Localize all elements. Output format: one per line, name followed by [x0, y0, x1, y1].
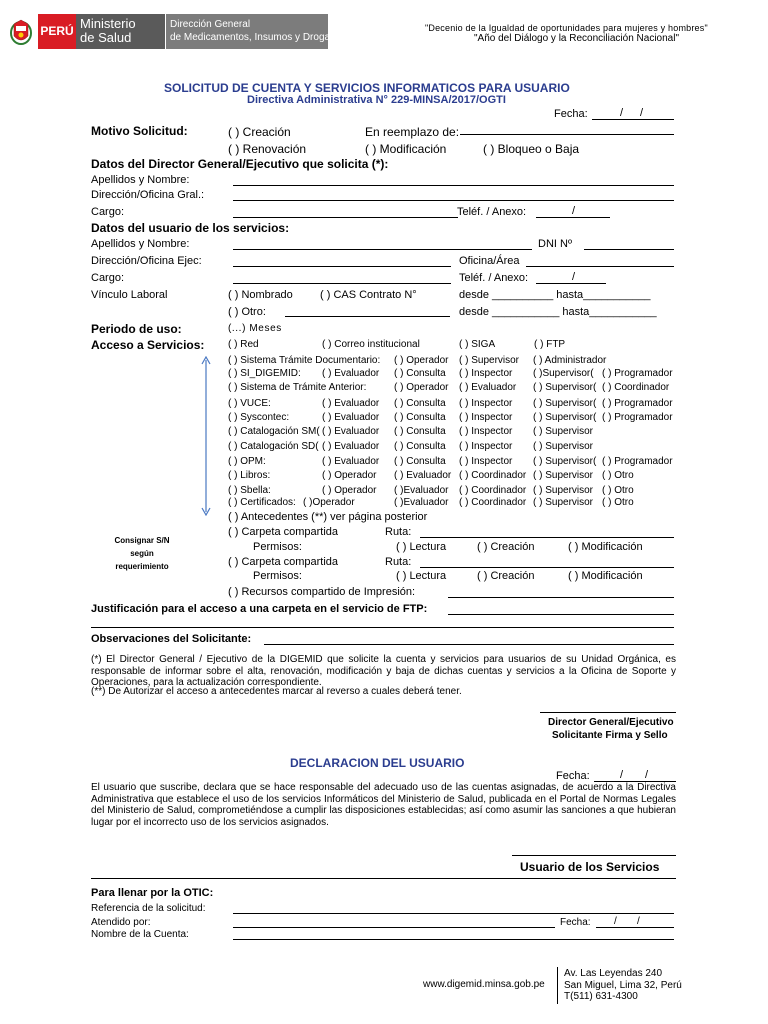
service-row-option[interactable]: ( ) Inspector [459, 441, 513, 452]
director-cargo: Cargo: [91, 206, 125, 218]
justificacion-label: Justificación para el acceso a una carpeta en el servicio de FTP: [91, 603, 428, 615]
service-row-option[interactable]: ( ) Operador [394, 355, 449, 366]
service-row-option[interactable]: ( ) Evaluador [322, 398, 380, 409]
otic-atendido-line[interactable] [233, 927, 555, 928]
usuario-oficina-line[interactable] [526, 266, 674, 267]
service-row-option[interactable]: ( ) Supervisor [459, 355, 520, 366]
service-row-label[interactable]: ( ) Syscontec: [228, 412, 290, 423]
director-telef-slash: / [572, 205, 576, 217]
service-row-label[interactable]: ( ) Catalogación SM( [228, 426, 320, 437]
justificacion-line-2[interactable] [91, 627, 674, 628]
observaciones-line[interactable] [264, 644, 674, 645]
director-telef: Teléf. / Anexo: [457, 206, 527, 218]
usuario-oficina: Oficina/Área [459, 255, 520, 267]
page-subtitle: Directiva Administrativa N° 229-MINSA/2017/OGTI [247, 94, 506, 106]
acceso-correo[interactable]: ( ) Correo institucional [322, 339, 420, 350]
service-row-option[interactable]: ( ) Inspector [459, 426, 513, 437]
declaracion-fecha-slash-2: / [645, 769, 649, 781]
service-row-option[interactable]: ( ) Operador [322, 485, 377, 496]
carpeta-2[interactable]: ( ) Carpeta compartida [228, 556, 339, 568]
fecha-slash-2: / [640, 107, 644, 119]
director-cargo-line[interactable] [233, 217, 458, 218]
ministry-line1: Ministerio [80, 16, 136, 31]
permisos-1-modificacion[interactable]: ( ) Modificación [568, 541, 643, 553]
service-row-option[interactable]: ( ) Evaluador [322, 426, 380, 437]
usuario-cargo: Cargo: [91, 272, 125, 284]
otic-referencia-line[interactable] [233, 913, 674, 914]
direction-line1: Dirección General [170, 19, 251, 30]
service-row-label[interactable]: ( ) VUCE: [228, 398, 271, 409]
usuario-telef-slash: / [572, 271, 576, 283]
note-director: (*) El Director General / Ejecutivo de la DIGEMID que solicite la cuenta y servicios para usuarios de su Unidad Orgánica, es responsable de informar sobre el alta, renovación, modificación y baja de dichas cuentas y servicios a la Oficina de Soporte y Operaciones, para la actualización correspondiente. [91, 654, 676, 688]
otic-fecha-label: Fecha: [560, 917, 591, 928]
usuario-dni-line[interactable] [584, 249, 674, 250]
observaciones-label: Observaciones del Solicitante: [91, 633, 252, 645]
range-arrow-icon [201, 356, 211, 516]
service-row-option[interactable]: ( ) Coordinador [602, 382, 670, 393]
service-row-option[interactable]: ( ) Evaluador [459, 382, 517, 393]
usuario-signature-line[interactable] [512, 855, 676, 856]
director-direccion: Dirección/Oficina Gral.: [91, 189, 205, 201]
motivo-label: Motivo Solicitud: [91, 124, 188, 138]
service-row-label[interactable]: ( ) SI_DIGEMID: [228, 368, 301, 379]
peru-badge: PERÚ [38, 14, 76, 49]
service-row-option[interactable]: ( ) Supervisor( [533, 398, 597, 409]
service-row-label[interactable]: ( ) Sistema de Trámite Anterior: [228, 382, 367, 393]
usuario-cargo-line[interactable] [233, 283, 451, 284]
usuario-telef-line[interactable] [536, 283, 606, 284]
motivo-creacion[interactable]: ( ) Creación [228, 125, 291, 139]
direction-line2: de Medicamentos, Insumos y Drogas [170, 32, 336, 43]
usuario-dni: DNI Nº [538, 238, 572, 250]
usuario-telef: Teléf. / Anexo: [459, 272, 529, 284]
permisos-1-label: Permisos: [253, 541, 302, 553]
consignar-line2: según [130, 549, 154, 558]
service-row-option[interactable]: ( ) Supervisor( [533, 412, 597, 423]
ruta-1-label: Ruta: [385, 526, 412, 538]
signature-line2: Solicitante Firma y Sello [552, 730, 668, 741]
service-row-option[interactable]: ( ) Coordinador [459, 497, 527, 508]
director-apellidos-line[interactable] [233, 185, 674, 186]
permisos-1-creacion[interactable]: ( ) Creación [477, 541, 535, 553]
service-row-option[interactable]: ( )Evaluador [394, 485, 449, 496]
acceso-red[interactable]: ( ) Red [228, 339, 259, 350]
service-row-option[interactable]: ( ) Inspector [459, 456, 513, 467]
service-row-option[interactable]: ( ) Supervisor [533, 426, 594, 437]
otic-fecha-slash-2: / [637, 916, 640, 927]
footer-divider [557, 967, 558, 1004]
acceso-label: Acceso a Servicios: [91, 338, 205, 352]
service-row-option[interactable]: ( ) Otro [602, 497, 634, 508]
usuario-apellidos-line[interactable] [233, 249, 532, 250]
service-row-option[interactable]: ( ) Supervisor [533, 441, 594, 452]
vinculo-nombrado[interactable]: ( ) Nombrado [228, 289, 293, 301]
service-row-option[interactable]: ( ) Supervisor( [533, 382, 597, 393]
declaracion-fecha-slash-1: / [620, 769, 624, 781]
motivo-bloqueo[interactable]: ( ) Bloqueo o Baja [483, 142, 580, 156]
fecha-slash-1: / [620, 107, 624, 119]
service-row-option[interactable]: ( ) Supervisor [533, 485, 594, 496]
otic-cuenta: Nombre de la Cuenta: [91, 929, 189, 940]
service-row-option[interactable]: ( ) Otro [602, 485, 634, 496]
service-row-label[interactable]: ( ) Catalogación SD( [228, 441, 319, 452]
service-row-option[interactable]: ( )Evaluador [394, 497, 449, 508]
service-row-option[interactable]: ( ) Evaluador [394, 470, 452, 481]
declaracion-separator [91, 878, 676, 879]
permisos-2-lectura[interactable]: ( ) Lectura [396, 570, 447, 582]
motivo-renovacion[interactable]: ( ) Renovación [228, 142, 307, 156]
service-row-label[interactable]: ( ) Sbella: [228, 485, 271, 496]
direction-badge [166, 14, 336, 49]
service-row-option[interactable]: ( )Operador [303, 497, 355, 508]
service-row-option[interactable]: ( ) Otro [602, 470, 634, 481]
service-row-option[interactable]: ( ) Coordinador [459, 485, 527, 496]
peru-coat-of-arms [6, 16, 36, 48]
otic-fecha-line[interactable] [596, 927, 674, 928]
footer-addr1: Av. Las Leyendas 240 [564, 968, 663, 979]
service-row-option[interactable]: ( )Supervisor( [533, 368, 594, 379]
service-row-option[interactable]: ( ) Inspector [459, 412, 513, 423]
permisos-1-lectura[interactable]: ( ) Lectura [396, 541, 447, 553]
service-row-label[interactable]: ( ) Sistema Trámite Documentario: [228, 355, 381, 366]
motivo-reemplazo: En reemplazo de: [365, 125, 460, 139]
note-antecedentes: (**) De Autorizar el acceso a antecedentes marcar al reverso a cuales deberá tener. [91, 686, 462, 697]
service-row-option[interactable]: ( ) Coordinador [459, 470, 527, 481]
otic-cuenta-line[interactable] [233, 939, 674, 940]
service-row-option[interactable]: ( ) Programador [602, 456, 673, 467]
periodo-value[interactable]: (...) Meses [228, 323, 282, 334]
footer-phone: T(511) 631-4300 [564, 991, 638, 1002]
otic-fecha-slash-1: / [614, 916, 617, 927]
footer-web[interactable]: www.digemid.minsa.gob.pe [423, 979, 545, 990]
signature-line1: Director General/Ejecutivo [548, 717, 674, 728]
service-row-label[interactable]: ( ) Libros: [228, 470, 271, 481]
footer-addr2: San Miguel, Lima 32, Perú [564, 979, 682, 991]
slogan-anio: "Año del Diálogo y la Reconciliación Nacional" [474, 33, 679, 44]
justificacion-line[interactable] [448, 614, 674, 615]
otic-referencia: Referencia de la solicitud: [91, 903, 206, 914]
director-telef-line[interactable] [536, 217, 610, 218]
motivo-modificacion[interactable]: ( ) Modificación [365, 142, 447, 156]
director-apellidos: Apellidos y Nombre: [91, 174, 190, 186]
usuario-direccion-line[interactable] [233, 266, 451, 267]
service-row-option[interactable]: ( ) Consulta [394, 412, 446, 423]
service-row-option[interactable]: ( ) Operador [394, 382, 449, 393]
fecha-label: Fecha: [554, 108, 588, 120]
service-row-option[interactable]: ( ) Supervisor [533, 497, 594, 508]
ruta-2-line[interactable] [420, 567, 674, 568]
usuario-apellidos: Apellidos y Nombre: [91, 238, 190, 250]
consignar-note [104, 534, 180, 573]
acceso-siga[interactable]: ( ) SIGA [459, 339, 496, 350]
slogan-decenio: "Decenio de la Igualdad de oportunidades para mujeres y hombres" [425, 23, 708, 33]
acceso-ftp[interactable]: ( ) FTP [534, 339, 566, 350]
declaracion-text: El usuario que suscribe, declara que se hace responsable del adecuado uso de las cuentas asignadas, de acuerdo a la Directiva Administrativa que establece el uso de los servicios Informáticos del Ministerio de Salud, publicada en el Portal de Normas Legales del Ministerio de Salud, comprometiéndose a cumplir las disposiciones establecidas; así como asumir las sanciones a que hubieran lugar por el incorrecto uso de los servicios asignados. [91, 782, 676, 828]
service-row-option[interactable]: ( ) Supervisor( [533, 456, 597, 467]
service-row-option[interactable]: ( ) Administrador [533, 355, 607, 366]
service-row-option[interactable]: ( ) Evaluador [322, 456, 380, 467]
consignar-line1: Consignar S/N [114, 536, 170, 545]
director-signature-line[interactable] [540, 712, 676, 713]
otic-atendido: Atendido por: [91, 917, 151, 928]
recursos-impresion[interactable]: ( ) Recursos compartido de Impresión: [228, 586, 416, 598]
acceso-antecedentes[interactable]: ( ) Antecedentes (**) ver página posterior [228, 511, 428, 523]
service-row-option[interactable]: ( ) Supervisor [533, 470, 594, 481]
service-row-option[interactable]: ( ) Evaluador [322, 412, 380, 423]
ruta-2-label: Ruta: [385, 556, 412, 568]
recursos-line[interactable] [448, 597, 674, 598]
service-row-option[interactable]: ( ) Consulta [394, 441, 446, 452]
vinculo-desde-2[interactable]: desde ___________ hasta___________ [459, 306, 657, 318]
ruta-1-line[interactable] [420, 537, 674, 538]
usuario-direccion: Dirección/Oficina Ejec: [91, 255, 202, 267]
declaracion-title: DECLARACION DEL USUARIO [290, 756, 465, 770]
ministry-line2: de Salud [80, 30, 132, 45]
footer-address [564, 968, 682, 1003]
otic-heading: Para llenar por la OTIC: [91, 887, 214, 899]
permisos-2-creacion[interactable]: ( ) Creación [477, 570, 535, 582]
fecha-line[interactable] [592, 119, 674, 120]
service-row-option[interactable]: ( ) Programador [602, 368, 673, 379]
service-row-option[interactable]: ( ) Consulta [394, 456, 446, 467]
usuario-heading: Datos del usuario de los servicios: [91, 221, 290, 235]
vinculo-cas[interactable]: ( ) CAS Contrato N° [320, 289, 417, 301]
service-row-option[interactable]: ( ) Operador [322, 470, 377, 481]
service-row-option[interactable]: ( ) Programador [602, 398, 673, 409]
carpeta-1[interactable]: ( ) Carpeta compartida [228, 526, 339, 538]
service-row-label[interactable]: ( ) Certificados: [228, 497, 296, 508]
consignar-line3: requerimiento [115, 562, 169, 571]
periodo-label: Periodo de uso: [91, 322, 182, 336]
vinculo-otro-line[interactable] [285, 316, 450, 317]
declaracion-fecha-label: Fecha: [556, 770, 590, 782]
service-row-option[interactable]: ( ) Inspector [459, 398, 513, 409]
reemplazo-line[interactable] [460, 134, 674, 135]
vinculo-desde-1[interactable]: desde __________ hasta___________ [459, 289, 651, 301]
service-row-option[interactable]: ( ) Inspector [459, 368, 513, 379]
director-direccion-line[interactable] [233, 200, 674, 201]
service-row-option[interactable]: ( ) Consulta [394, 426, 446, 437]
vinculo-label: Vínculo Laboral [91, 289, 168, 301]
service-row-option[interactable]: ( ) Evaluador [322, 441, 380, 452]
service-row-option[interactable]: ( ) Consulta [394, 398, 446, 409]
service-row-option[interactable]: ( ) Programador [602, 412, 673, 423]
service-row-option[interactable]: ( ) Evaluador [322, 368, 380, 379]
vinculo-otro[interactable]: ( ) Otro: [228, 306, 266, 318]
service-row-label[interactable]: ( ) OPM: [228, 456, 266, 467]
page-title: SOLICITUD DE CUENTA Y SERVICIOS INFORMATICOS PARA USUARIO [164, 81, 570, 95]
director-heading: Datos del Director General/Ejecutivo que solicita (*): [91, 157, 389, 171]
ministry-badge [76, 14, 165, 49]
usuario-signature-label: Usuario de los Servicios [520, 860, 660, 874]
permisos-2-label: Permisos: [253, 570, 302, 582]
service-row-option[interactable]: ( ) Consulta [394, 368, 446, 379]
permisos-2-modificacion[interactable]: ( ) Modificación [568, 570, 643, 582]
